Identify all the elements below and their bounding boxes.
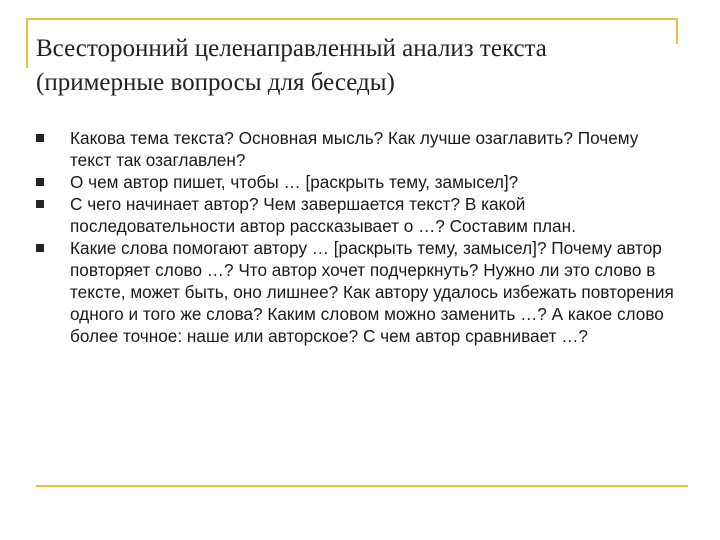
square-bullet-icon bbox=[36, 134, 44, 142]
list-item bbox=[36, 193, 676, 237]
list-item-text: Какие слова помогают автору … [раскрыть тему, замысел]? Почему автор повторяет слово …? Что автор хочет подчеркнуть? Нужно ли это слово в тексте, может быть, оно лишнее? Как автору удалось избежать повторения одного и того же слова? Каким словом можно заменить …? А какое слово более точное: наше или авторское? С чем автор сравнивает …? bbox=[70, 238, 674, 346]
list-item bbox=[36, 127, 676, 171]
slide-title-line-2: (примерные вопросы для беседы) bbox=[36, 69, 395, 96]
frame-top-line bbox=[26, 18, 678, 20]
frame-left-line bbox=[26, 18, 28, 68]
list-item bbox=[36, 171, 676, 193]
square-bullet-icon bbox=[36, 244, 44, 252]
frame-right-line bbox=[676, 18, 678, 44]
question-list bbox=[36, 127, 676, 347]
square-bullet-icon bbox=[36, 178, 44, 186]
square-bullet-icon bbox=[36, 200, 44, 208]
list-item-text: С чего начинает автор? Чем завершается текст? В какой последовательности автор рассказывает о …? Составим план. bbox=[70, 194, 576, 236]
slide-title bbox=[36, 32, 676, 100]
list-item bbox=[36, 237, 676, 347]
list-item-text: Какова тема текста? Основная мысль? Как лучше озаглавить? Почему текст так озаглавлен? bbox=[70, 128, 639, 170]
slide-title-line-1: Всесторонний целенаправленный анализ текста bbox=[36, 35, 547, 62]
frame-bottom-line bbox=[36, 485, 688, 487]
list-item-text: О чем автор пишет, чтобы … [раскрыть тему, замысел]? bbox=[70, 172, 519, 192]
